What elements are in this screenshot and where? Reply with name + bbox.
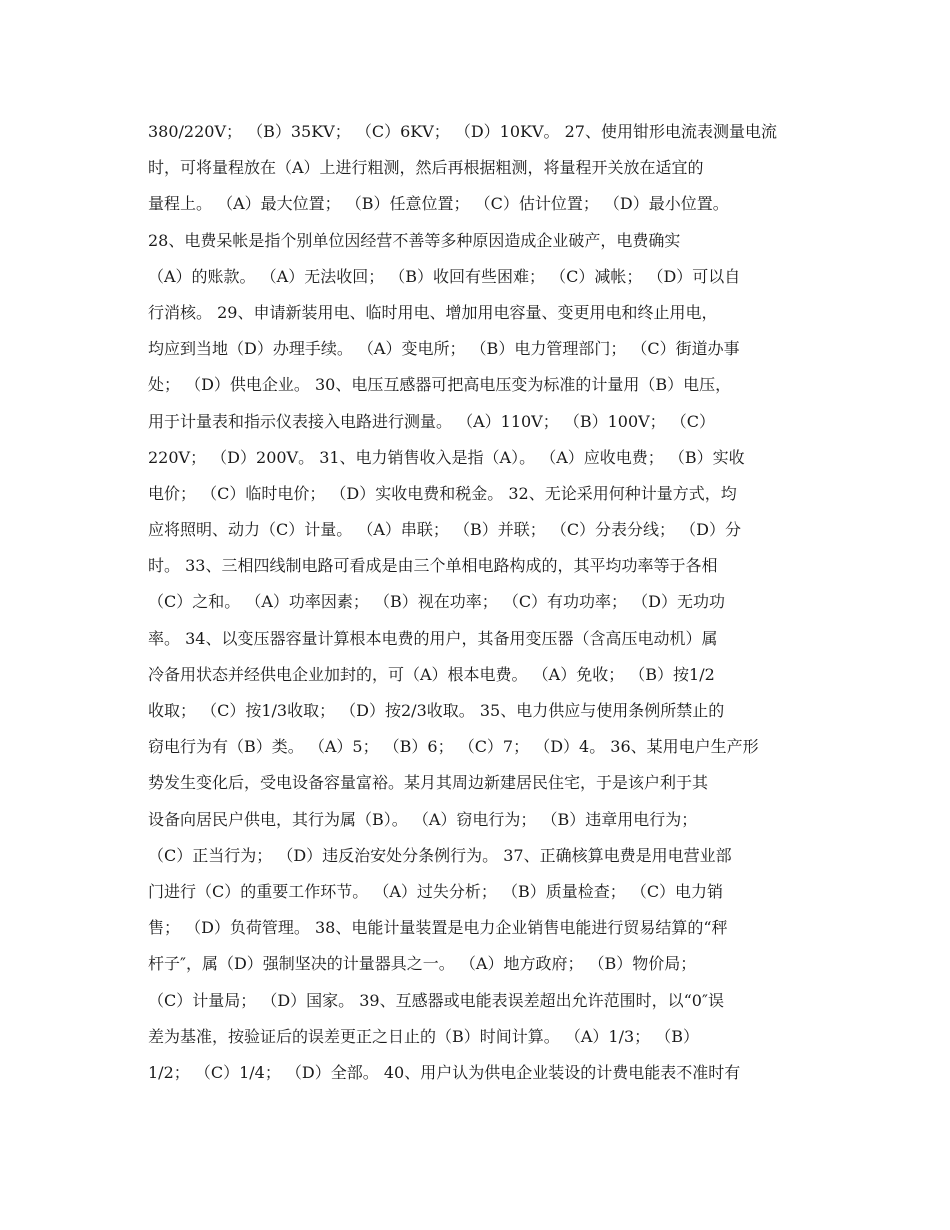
- text-line: 售； （D）负荷管理。 38、电能计量装置是电力企业销售电能进行贸易结算的“秤: [148, 918, 728, 938]
- text-line: 用于计量表和指示仪表接入电路进行测量。 （A）110V； （B）100V； （C）: [148, 411, 716, 431]
- text-line: 门进行（C）的重要工作环节。 （A）过失分析； （B）质量检查； （C）电力销: [148, 881, 724, 901]
- text-line: 设备向居民户供电，其行为属（B）。 （A）窃电行为； （B）违章用电行为；: [148, 809, 698, 829]
- text-line: 220V； （D）200V。 31、电力销售收入是指（A）。 （A）应收电费； （B）实收: [148, 447, 745, 467]
- text-line: （C）正当行为； （D）违反治安处分条例行为。 37、正确核算电费是用电营业部: [148, 845, 732, 865]
- text-line: 28、电费呆帐是指个别单位因经营不善等多种原因造成企业破产，电费确实: [148, 230, 681, 250]
- text-line: 380/220V； （B）35KV； （C）6KV； （D）10KV。 27、使用钳形电流表测量电流: [148, 122, 777, 141]
- text-line: 量程上。 （A）最大位置； （B）任意位置； （C）估计位置； （D）最小位置。: [148, 194, 729, 214]
- text-line: 收取； （C）按1/3收取； （D）按2/3收取。 35、电力供应与使用条例所禁止的: [148, 701, 725, 720]
- text-line: 均应到当地（D）办理手续。 （A）变电所； （B）电力管理部门； （C）街道办事: [148, 339, 740, 359]
- text-line: 杆子″，属（D）强制坚决的计量器具之一。 （A）地方政府； （B）物价局；: [148, 954, 697, 974]
- text-line: 1/2； （C）1/4； （D）全部。 40、用户认为供电企业装设的计费电能表不准时有: [148, 1062, 741, 1082]
- text-line: 电价； （C）临时电价； （D）实收电费和税金。 32、无论采用何种计量方式，均: [148, 483, 737, 503]
- text-line: （A）的账款。 （A）无法收回； （B）收回有些困难； （C）减帐； （D）可以自: [148, 266, 741, 286]
- text-line: 窃电行为有（B）类。 （A）5； （B）6； （C）7； （D）4。 36、某用电户生产形: [148, 737, 759, 757]
- text-line: 差为基准，按验证后的误差更正之日止的（B）时间计算。 （A）1/3； （B）: [148, 1026, 699, 1046]
- text-line: 冷备用状态并经供电企业加封的，可（A）根本电费。 （A）免收； （B）按1/2: [148, 664, 715, 684]
- text-line: （C）之和。 （A）功率因素； （B）视在功率； （C）有功功率； （D）无功功: [148, 592, 725, 612]
- text-line: 行消核。 29、申请新装用电、临时用电、增加用电容量、变更用电和终止用电，: [148, 302, 718, 322]
- document-body: [148, 114, 808, 1091]
- text-line: 时。 33、三相四线制电路可看成是由三个单相电路构成的，其平均功率等于各相: [148, 556, 718, 576]
- text-line: （C）计量局； （D）国家。 39、互感器或电能表误差超出允许范围时，以“0″误: [148, 990, 724, 1010]
- text-line: 处； （D）供电企业。 30、电压互感器可把高电压变为标准的计量用（B）电压，: [148, 375, 732, 395]
- text-line: 应将照明、动力（C）计量。 （A）串联； （B）并联； （C）分表分线； （D）分: [148, 520, 741, 540]
- text-line: 率。 34、以变压器容量计算根本电费的用户，其备用变压器（含高压电动机）属: [148, 628, 718, 648]
- text-line: 时，可将量程放在（A）上进行粗测，然后再根据粗测，将量程开关放在适宜的: [148, 158, 704, 178]
- text-line: 势发生变化后，受电设备容量富裕。某月其周边新建居民住宅，于是该户利于其: [148, 773, 709, 793]
